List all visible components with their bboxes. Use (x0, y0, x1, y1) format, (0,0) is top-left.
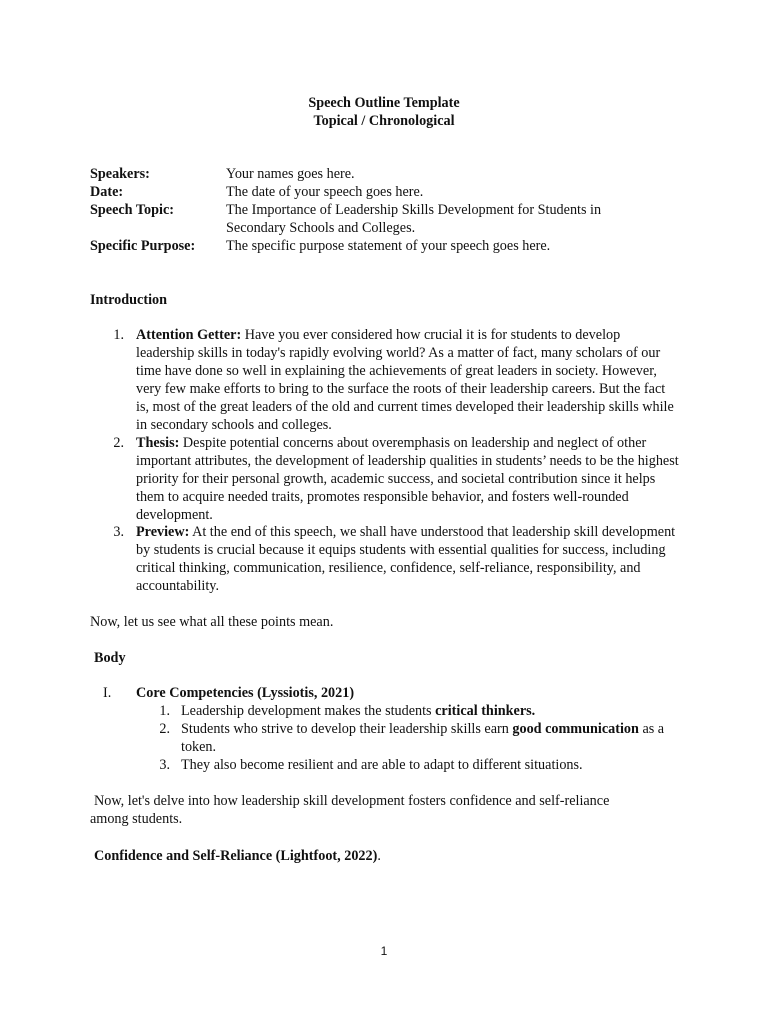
speech-topic-value: The Importance of Leadership Skills Development for Students in Secondary Schools and Colleges. (226, 202, 602, 236)
list-number: 3. (159, 757, 170, 773)
preview-item (136, 523, 676, 595)
list-number: 1. (159, 703, 170, 719)
item-label: Thesis: (136, 435, 180, 451)
list-item (181, 756, 681, 774)
item-text-after: as a token. (181, 721, 665, 755)
transition-text: Now, let us see what all these points mean. (90, 614, 334, 630)
item-text: Leadership development makes the students (181, 703, 436, 719)
list-number: 1. (113, 327, 124, 343)
transition-text: Now, let's delve into how leadership skill development fosters confidence and self-reliance among students. (90, 793, 610, 827)
date-value: The date of your speech goes here. (226, 184, 424, 200)
speakers-value: Your names goes here. (226, 166, 355, 182)
item-emphasis: critical thinkers. (435, 703, 536, 719)
document-title: Speech Outline Template (308, 95, 460, 111)
item-text: Despite potential concerns about overemphasis on leadership and neglect of other important attributes, the development of leadership qualities in students’ needs to be the highest priority for their personal growth, academic success, and societal contribution since it helps them to acquire needed traits, promotes responsible behavior, and fosters well-rounded development. (136, 435, 679, 523)
list-number: 3. (113, 524, 124, 540)
item-emphasis: good communication (512, 721, 639, 737)
heading-punct: . (377, 848, 381, 864)
page-number: 1 (380, 944, 388, 958)
list-item (181, 702, 681, 720)
item-text: Students who strive to develop their leadership skills earn (181, 721, 513, 737)
list-number: 2. (113, 435, 124, 451)
next-section-title (94, 847, 381, 865)
body-heading: Body (94, 650, 126, 666)
attention-getter-item (136, 326, 681, 434)
date-label: Date: (90, 184, 124, 200)
item-label: Preview: (136, 524, 190, 540)
item-label: Attention Getter: (136, 327, 242, 343)
list-item (181, 720, 681, 756)
section-title: Core Competencies (Lyssiotis, 2021) (136, 685, 355, 701)
item-text: Have you ever considered how crucial it is for students to develop leadership skills in today's rapidly evolving world? As a matter of fact, many scholars of our time have done so well in explaining the achievements of great leaders in society. However, very few make efforts to bring to the surface the roots of their leadership careers. But the fact is, most of the great leaders of the old and current times developed their leadership skills while in secondary schools and colleges. (136, 327, 674, 433)
section-heading: Confidence and Self-Reliance (Lightfoot, 2022) (94, 848, 378, 864)
list-number: 2. (159, 721, 170, 737)
item-text: At the end of this speech, we shall have understood that leadership skill development by students is crucial because it equips students with essential qualities for success, including critical thinking, communication, resilience, confidence, self-reliance, responsibility, and accountability. (136, 524, 676, 594)
item-text: They also become resilient and are able to adapt to different situations. (181, 757, 583, 773)
section-numeral: I. (103, 685, 112, 701)
speech-topic-label: Speech Topic: (90, 202, 174, 218)
document-subtitle: Topical / Chronological (313, 113, 455, 129)
specific-purpose-label: Specific Purpose: (90, 238, 196, 254)
speakers-label: Speakers: (90, 166, 150, 182)
thesis-item (136, 434, 681, 524)
specific-purpose-value: The specific purpose statement of your speech goes here. (226, 238, 551, 254)
introduction-heading: Introduction (90, 292, 167, 308)
